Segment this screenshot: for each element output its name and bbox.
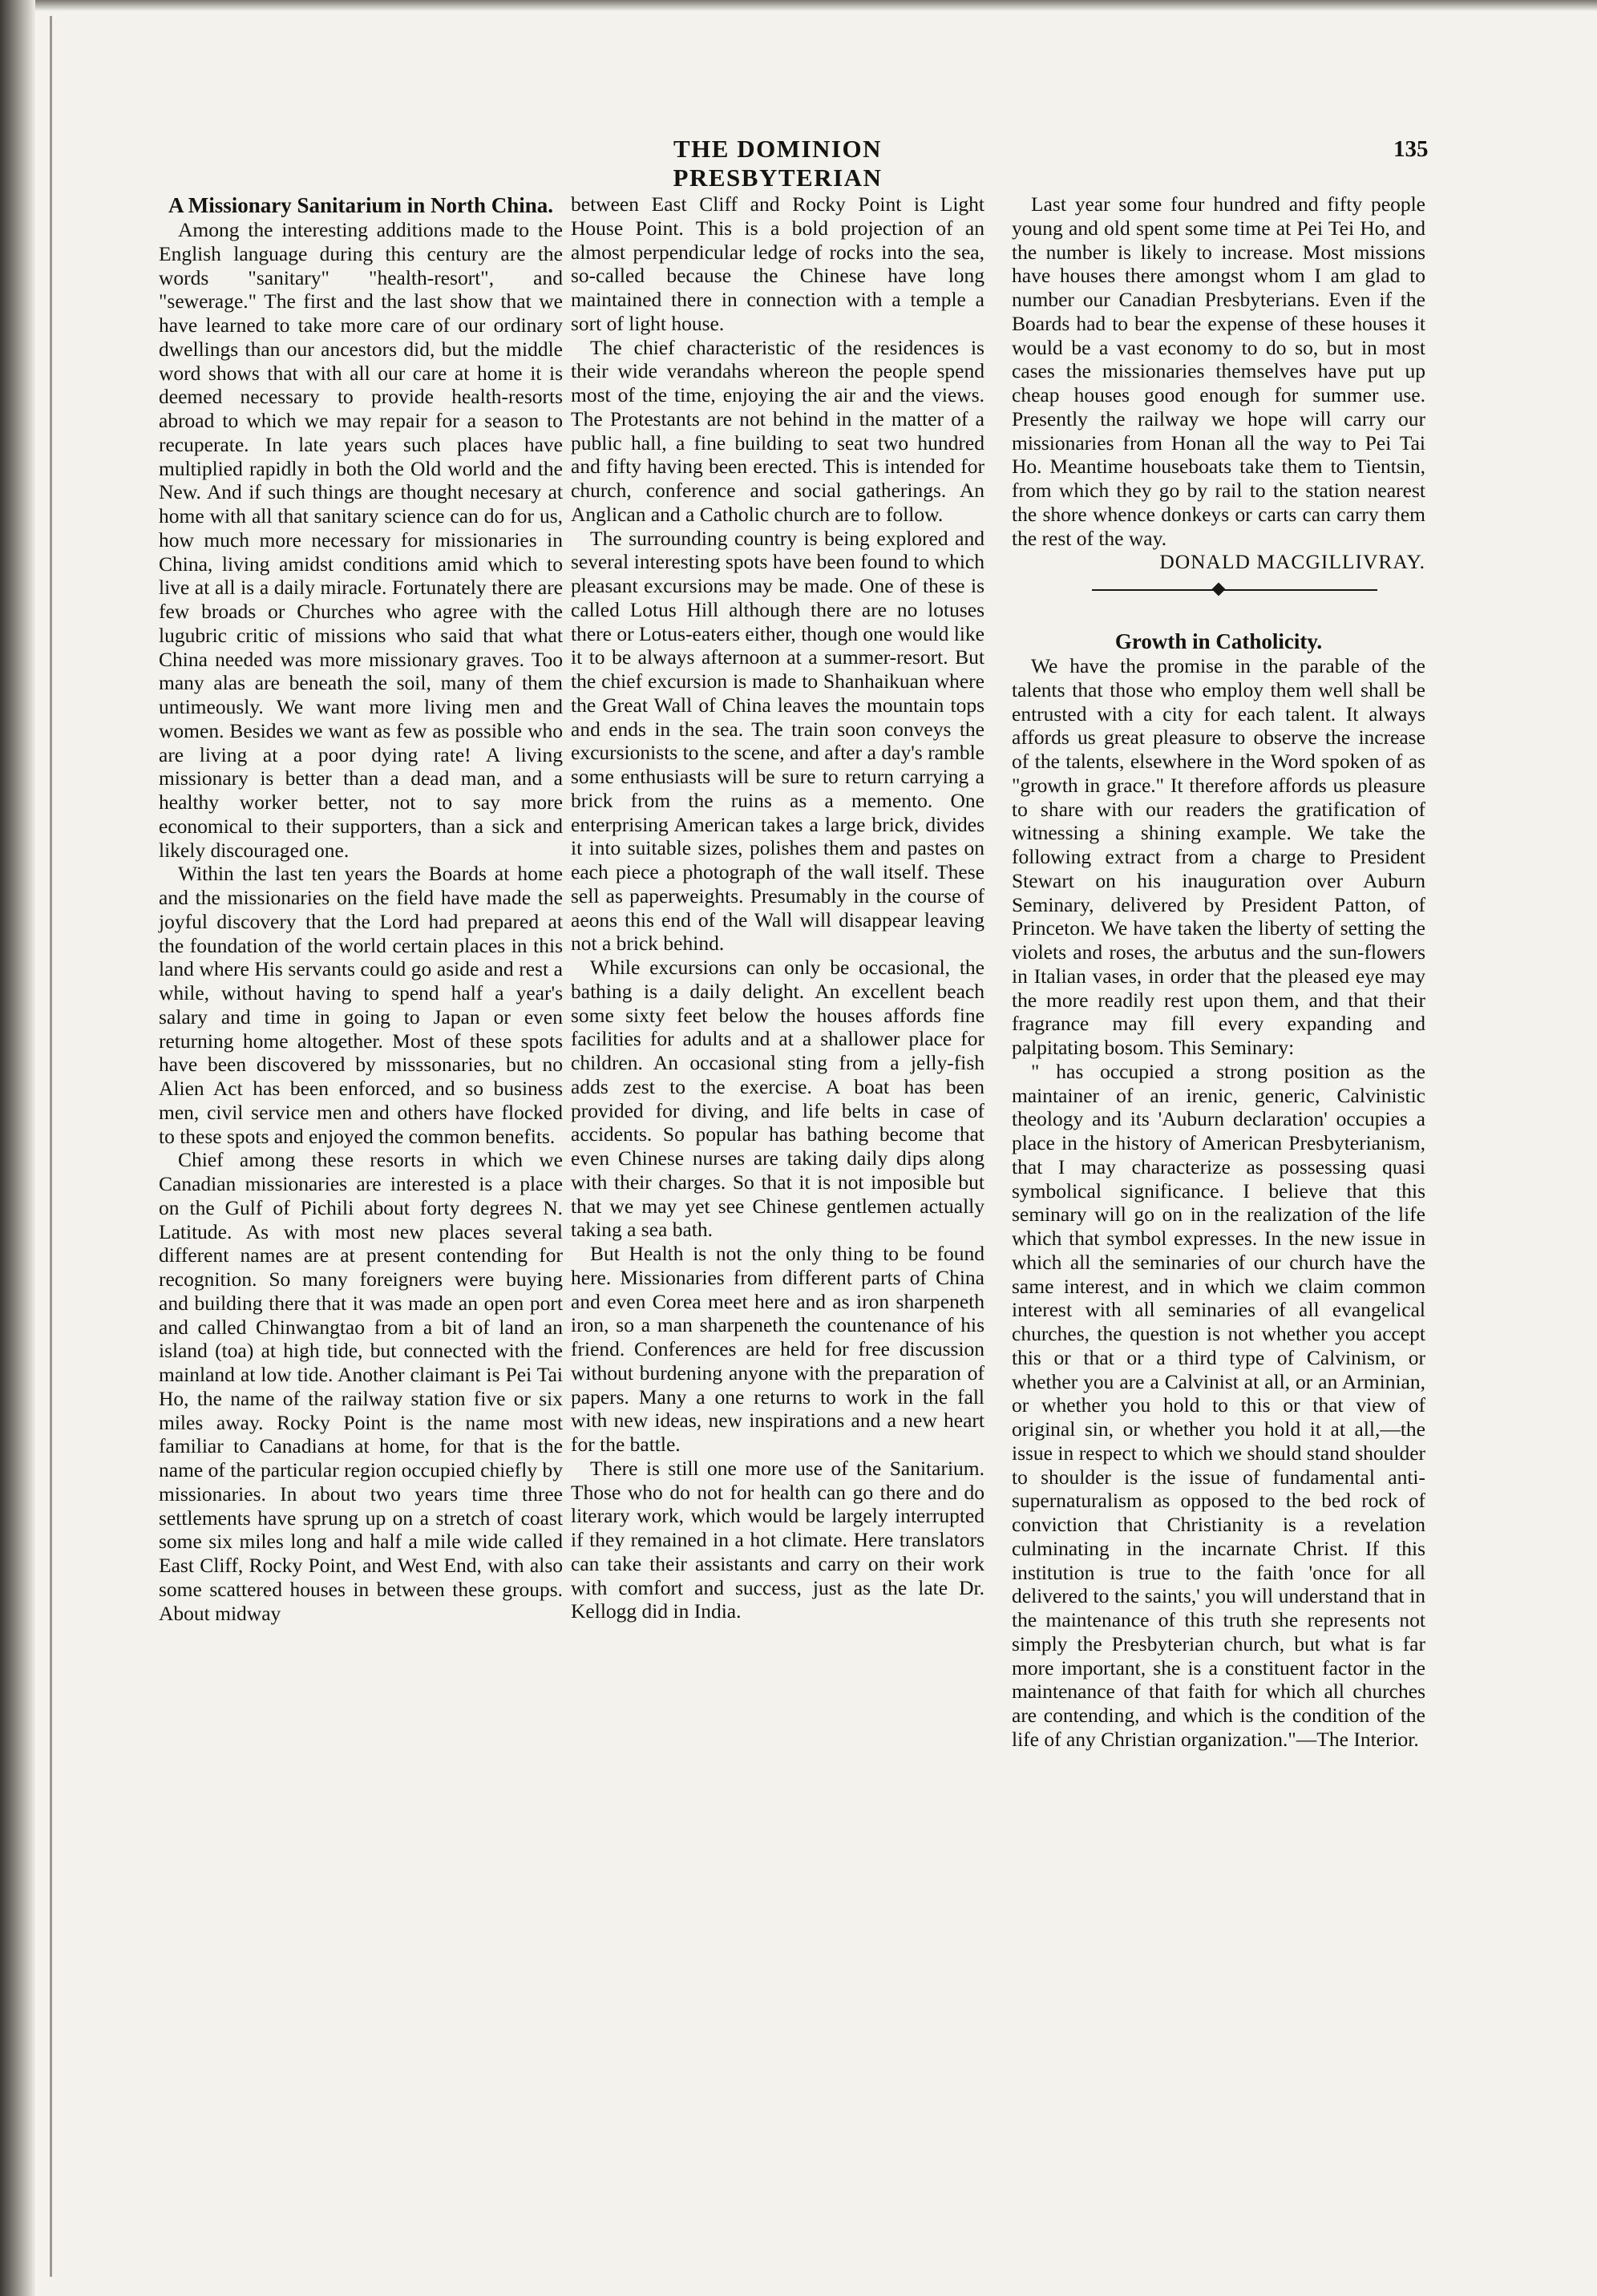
article1-paragraph: But Health is not the only thing to be found here. Missionaries from different parts of China and even Corea meet here and as iron sharpeneth iron, so a man sharpeneth the countenance of his friend. Conferences are held for free discussion without burdening anyone with the preparation of papers. Many a one returns to work in the fall with new ideas, new inspirations and a new heart for the battle. xyxy=(571,1242,984,1456)
author-signature xyxy=(1012,550,1425,574)
section-divider xyxy=(1012,580,1425,600)
article1-paragraph: Last year some four hundred and fifty people young and old spent some time at Pei Tei Ho, and the number is likely to increase. Most missions have houses there amongst whom I am glad to number our Canadian Presbyterians. Even if the Boards had to bear the expense of these houses it would be a vast economy to do so, but in most cases the missionaries themselves have put up cheap houses good enough for summer use. Presently the railway we hope will carry our missionaries from Honan all the way to Pei Tai Ho. Meantime houseboats take them to Tientsin, from which they go by rail to the station nearest the shore whence donkeys or carts can carry them the rest of the way. xyxy=(1012,192,1425,550)
running-head xyxy=(0,135,1597,192)
article2-quotation: " has occupied a strong position as the maintainer of an irenic, generic, Calvinistic theology and its 'Auburn declaration' occupies a place in the history of American Presbyterianism, that I may characterize as possessing quasi symbolical significance. I believe that this seminary will go on in the realization of the life which that symbol expresses. In the new issue in which all the seminaries of our church have the same interest, and in which we claim common interest with all seminaries of all evangelical churches, the question is not whether you accept this or that or a third type of Calvinism, or whether you are a Calvinist at all, or an Arminian, or whether you hold to this or that view of original sin, or whether you hold it at all,—the issue in respect to which we should stand shoulder to shoulder is the issue of fundamental anti-supernaturalism as opposed to the bed rock of conviction that Christianity is a revelation culminating in the incarnate Christ. If this institution is true to the faith 'once for all delivered to the saints,' you will understand that in the maintenance of this truth she represents not simply the Presbyterian church, but what is far more important, she is a constituent factor in the maintenance of that faith for which all churches are contending, and which is the condition of the life of any Christian organization."—The Interior. xyxy=(1012,1059,1425,1751)
article-title-growth-in-catholicity: Growth in Catholicity. xyxy=(1114,629,1323,653)
divider-rule xyxy=(1092,589,1377,591)
column-1 xyxy=(159,192,563,1625)
article1-paragraph: Chief among these resorts in which we Canadian missionaries are interested is a place on the Gulf of Pichili about forty degrees N. Latitude. As with most new places several different names are at present contending for recognition. So many foreigners were buying and building there that it was made an open port and called Chinwangtao from a bit of land an island (toa) at high tide, but connected with the mainland at low tide. Another claimant is Pei Tai Ho, the name of the railway station five or six miles away. Rocky Point is the name most familiar to Canadians at home, for that is the name of the particular region occupied chiefly by missionaries. In about two years time three settlements have sprung up on a stretch of coast some six miles long and half a mile wide called East Cliff, Rocky Point, and West End, with also some scattered houses in between these groups. About midway xyxy=(159,1148,563,1625)
article1-paragraph: The chief characteristic of the residences is their wide verandahs whereon the people spend most of the time, enjoying the air and the views. The Protestants are not behind in the matter of a public hall, a fine building to seat two hundred and fifty having been erected. This is intended for church, conference and social gatherings. An Anglican and a Catholic church are to follow. xyxy=(571,335,984,526)
spacer xyxy=(1012,606,1425,629)
article1-paragraph: The surrounding country is being explored and several interesting spots have been found to which pleasant excursions may be made. One of these is called Lotus Hill although there are no lotuses there or Lotus-eaters either, though one would like it to be always afternoon at a summer-resort. But the chief excursion is made to Shanhaikuan where the Great Wall of China leaves the mountain tops and ends in the sea. The train soon conveys the excursionists to the scene, and after a day's ramble some enthusiasts will be sure to return carrying a brick from the ruins as a memento. One enterprising American takes a large brick, divides it into suitable sizes, polishes them and pastes on each piece a photograph of the wall itself. These sell as paperweights. Presumably in the course of aeons this end of the Wall will disappear leaving not a brick behind. xyxy=(571,526,984,956)
column-3 xyxy=(1012,192,1425,1752)
article1-paragraph-continued: between East Cliff and Rocky Point is Light House Point. This is a bold projection of an almost perpendicular ledge of rocks into the sea, so-called because the Chinese have long maintained there in connection with a temple a sort of light house. xyxy=(571,192,984,335)
article1-paragraph: While excursions can only be occasional, the bathing is a daily delight. An excellent beach some sixty feet below the houses affords fine facilities for adults and at a shallower place for children. An occasional sting from a jelly-fish adds zest to the exercise. A boat has been provided for diving, and life belts in case of accidents. So popular has bathing become that even Chinese nurses are taking daily dips along with their charges. So that it is not imposible but that we may yet see Chinese gentlemen actually taking a sea bath. xyxy=(571,956,984,1242)
page-binding-shadow xyxy=(0,0,35,2296)
article-title-missionary-sanitarium: A Missionary Sanitarium in North China. xyxy=(168,193,554,217)
article2-paragraph: We have the promise in the parable of the talents that those who employ them well shall be entrusted with a city for each talent. It always affords us great pleasure to observe the increase of the talents, elsewhere in the Word spoken of as "growth in grace." It therefore affords us pleasure to share with our readers the gratification of witnessing a shining example. We take the following extract from a charge to President Stewart on his inauguration over Auburn Seminary, delivered by President Patton, of Princeton. We have taken the liberty of setting the violets and roses, the arbutus and the sun-flowers in Italian vases, in order that the pleased eye may the more readily rest upon them, and that their fragrance may fill every expanding and palpitating bosom. This Seminary: xyxy=(1012,654,1425,1059)
page-number: 135 xyxy=(1393,136,1429,162)
article1-paragraph: Among the interesting additions made to the English language during this century are the words "sanitary" "health-resort", and "sewerage." The first and the last show that we have learned to take more care of our ordinary dwellings than our ancestors did, but the middle word shows that with all our care at home it is deemed necessary to provide health-resorts abroad to which we may repair for a season to recuperate. In late years such places have multiplied rapidly in both the Old world and the New. And if such things are thought necesary at home with all that sanitary science can do for us, how much more necessary for missionaries in China, living amidst conditions amid which to live at all is a daily miracle. Fortunately there are few broads or Churches who agree with the lugubric critic of missions who said that what China needed was more missionary graves. Too many alas are beneath the soil, many of them untimeously. We want more living men and women. Besides we want as few as possible who are living at a poor dying rate! A living missionary is better than a dead man, and a healthy worker better, not to say more economical to their supporters, than a sick and likely discouraged one. xyxy=(159,218,563,862)
divider-diamond-icon xyxy=(1212,583,1226,596)
author-name: DONALD MACGILLIVRAY. xyxy=(1159,550,1425,574)
column-2 xyxy=(571,192,984,1623)
journal-title: THE DOMINION PRESBYTERIAN xyxy=(673,135,883,192)
page-top-edge xyxy=(0,0,1597,11)
article1-paragraph: There is still one more use of the Sanitarium. Those who do not for health can go there and do literary work, which would be largely interrupted if they remained in a hot climate. Here translators can take their assistants and carry on their work with comfort and success, just as the late Dr. Kellogg did in India. xyxy=(571,1456,984,1623)
binding-line xyxy=(50,16,52,2277)
article1-paragraph: Within the last ten years the Boards at home and the missionaries on the field have made the joyful discovery that the Lord had prepared at the foundation of the world certain places in this land where His servants could go aside and rest a while, without having to spend half a year's salary and time in going to Japan or even returning home altogether. Most of these spots have been discovered by misssonaries, but no Alien Act has been enforced, and so business men, civil service men and others have flocked to these spots and enjoyed the common benefits. xyxy=(159,862,563,1148)
